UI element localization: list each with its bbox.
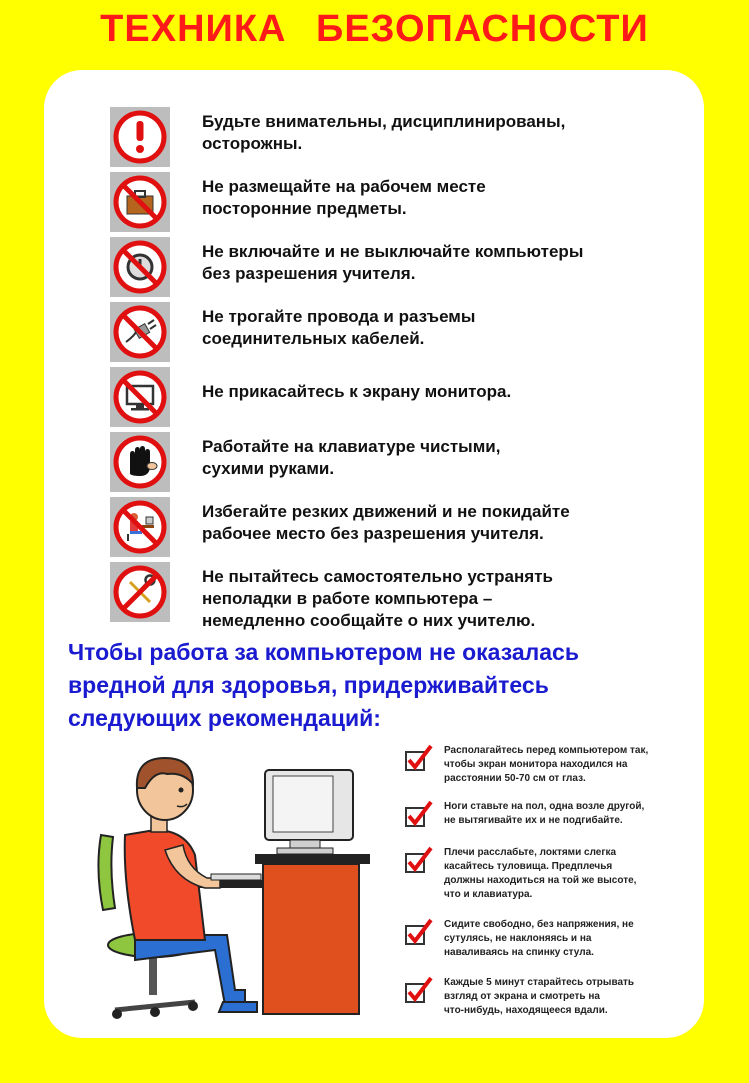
tip-text: Каждые 5 минут старайтесь отрывать взгляд от экрана и смотреть на что-нибудь, находящееся вдали. xyxy=(444,977,635,1016)
rule-item xyxy=(110,237,630,297)
student-at-computer-illustration xyxy=(95,740,385,1030)
no-plug-icon xyxy=(110,302,170,362)
exclamation-icon xyxy=(110,107,170,167)
tip-text: Ноги ставьте на пол, одна возле другой, не вытягивайте их и не подгибайте. xyxy=(444,801,645,826)
hand-icon xyxy=(110,432,170,492)
no-monitor-touch-icon xyxy=(110,367,170,427)
checkmark-icon xyxy=(404,744,434,774)
rule-text: Будьте внимательны, дисциплинированы, осторожны. xyxy=(202,112,566,153)
rule-text: Избегайте резких движений и не покидайте рабочее место без разрешения учителя. xyxy=(202,502,570,543)
checkmark-icon xyxy=(404,846,434,876)
rule-item xyxy=(110,497,630,557)
checkmark-icon xyxy=(404,800,434,830)
rule-item xyxy=(110,562,630,630)
rule-item xyxy=(110,302,630,362)
rule-text: Не прикасайтесь к экрану монитора. xyxy=(202,382,512,401)
poster-title: ТЕХНИКА БЕЗОПАСНОСТИ xyxy=(100,8,649,50)
tip-text: Сидите свободно, без напряжения, не сутулясь, не наклоняясь и на наваливаясь на спинку стула. xyxy=(444,919,634,958)
rule-text: Не включайте и не выключайте компьютеры без разрешения учителя. xyxy=(202,242,584,283)
rule-item xyxy=(110,432,630,492)
rule-item xyxy=(110,367,630,427)
rule-text: Не размещайте на рабочем месте посторонние предметы. xyxy=(202,177,486,218)
no-leaving-workplace-icon xyxy=(110,497,170,557)
no-tools-icon xyxy=(110,562,170,622)
keyboard-icon xyxy=(211,874,261,880)
tip-text: Плечи расслабьте, локтями слегка касайтесь туловища. Предплечья должны находиться на той же высоте, что и клавиатура. xyxy=(444,847,637,900)
monitor-icon xyxy=(265,770,353,854)
rule-text: Работайте на клавиатуре чистыми, сухими руками. xyxy=(202,437,501,478)
rule-text: Не пытайтесь самостоятельно устранять неполадки в работе компьютера – немедленно сообщайте о них учителю. xyxy=(202,567,553,630)
tip-text: Располагайтесь перед компьютером так, чтобы экран монитора находился на расстоянии 50-70 см от глаз. xyxy=(444,745,649,784)
no-power-button-icon xyxy=(110,237,170,297)
checkmark-icon xyxy=(404,918,434,948)
recommendations-heading: Чтобы работа за компьютером не оказалась вредной для здоровья, придерживайтесь следующих рекомендаций: xyxy=(68,639,579,731)
rule-item xyxy=(110,172,630,232)
no-briefcase-icon xyxy=(110,172,170,232)
rule-item xyxy=(110,107,630,167)
rule-text: Не трогайте провода и разъемы соединительных кабелей. xyxy=(202,307,476,348)
checkmark-icon xyxy=(404,976,434,1006)
